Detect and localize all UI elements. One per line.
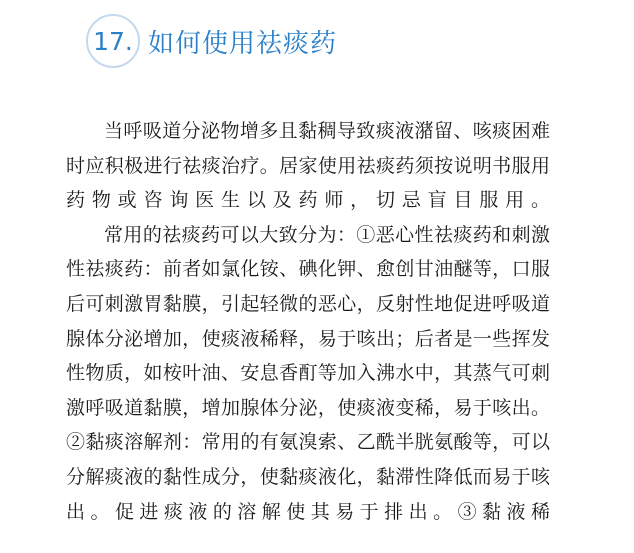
paragraph-intro: 当呼吸道分泌物增多且黏稠导致痰液潴留、咳痰困难时应积极进行祛痰治疗。居家使用祛痰药须按说明书服用药物或咨询医生以及药师，切忌盲目服用。 [66, 120, 550, 212]
section-heading [86, 12, 337, 70]
body-text [66, 114, 550, 529]
section-number: 17. [93, 26, 133, 56]
section-number-badge [86, 14, 140, 68]
section-title: 如何使用祛痰药 [148, 28, 338, 59]
paragraph-classification: 常用的祛痰药可以大致分为：①恶心性祛痰药和刺激性祛痰药：前者如氯化铵、碘化钾、愈创甘油醚等，口服后可刺激胃黏膜，引起轻微的恶心，反射性地促进呼吸道腺体分泌增加，使痰液稀释，易于咳出；后者是一些挥发性物质，如桉叶油、安息香酊等加入沸水中，其蒸气可刺激呼吸道黏膜，增加腺体分泌，使痰液变稀，易于咳出。②黏痰溶解剂：常用的有氨溴索、乙酰半胱氨酸等，可以分解痰液的黏性成分，使黏痰液化，黏滞性降低而易于咳出。促进痰液的溶解使其易于排出。③黏液稀 [66, 223, 550, 523]
